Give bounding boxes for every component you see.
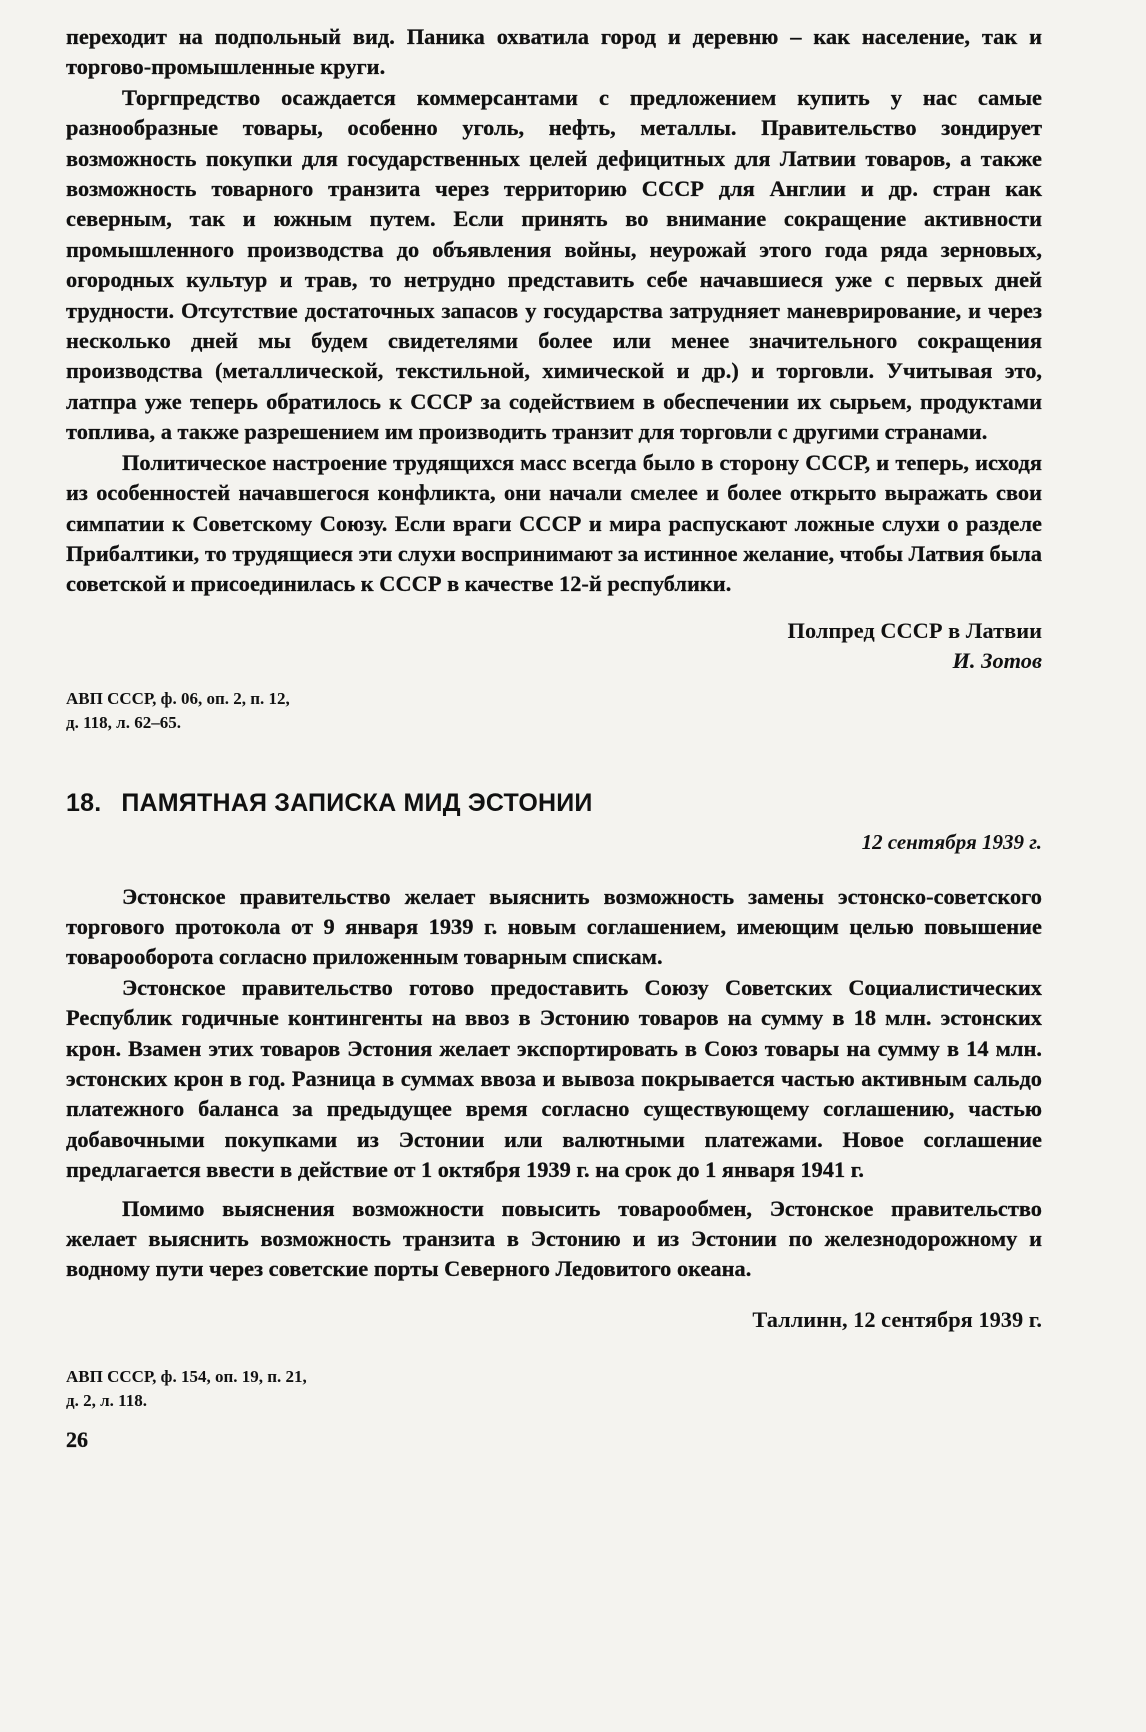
doc17-paragraph-1: переходит на подпольный вид. Паника охватила город и деревню – как население, так и торгово-промышленные круги.	[66, 24, 1042, 80]
source-line-1: АВП СССР, ф. 06, оп. 2, п. 12,	[66, 688, 290, 708]
doc18-heading	[66, 789, 1042, 818]
document-page	[66, 22, 1042, 1453]
doc18-paragraph-2: Эстонское правительство готово предоставить Союзу Советских Социалистических Республик годичные контингенты на ввоз в Эстонию товаров на сумму в 18 млн. эстонских крон. Взамен этих товаров Эстония желает экспортировать в Союз товары на сумму в 14 млн. эстонских крон в год. Разница в суммах ввоза и вывоза покрывается частью активным сальдо платежного баланса за предыдущее время согласно существующему соглашению, частью добавочными покупками из Эстонии или валютными платежами. Новое соглашение предлагается ввести в действие от 1 октября 1939 г. на срок до 1 января 1941 г.	[66, 974, 1042, 1183]
signature-title: Полпред СССР в Латвии	[787, 617, 1042, 643]
doc17-signature	[66, 616, 1042, 677]
doc18-paragraph-3: Помимо выяснения возможности повысить товарообмен, Эстонское правительство желает выяснить возможность транзита в Эстонию и из Эстонии по железнодорожному и водному пути через советские порты Северного Ледовитого океана.	[66, 1195, 1042, 1282]
doc18-place-date: Таллинн, 12 сентября 1939 г.	[752, 1306, 1042, 1332]
doc18-paragraph-1: Эстонское правительство желает выяснить возможность замены эстонско-советского торгового протокола от 9 января 1939 г. новым соглашением, имеющим целью повышение товарооборота согласно приложенным товарным спискам.	[66, 883, 1042, 970]
source-line-2: д. 118, л. 62–65.	[66, 712, 181, 732]
doc18-text	[66, 882, 1042, 1285]
signature-name: И. Зотов	[952, 648, 1042, 674]
doc17-paragraph-2: Торгпредство осаждается коммерсантами с предложением купить у нас самые разнообразные товары, особенно уголь, нефть, металлы. Правительство зондирует возможность покупки для государственных целей дефицитных для Латвии товаров, а также возможность товарного транзита через территорию СССР для Англии и др. стран как северным, так и южным путем. Если принять во внимание сокращение активности промышленного производства до объявления войны, неурожай этого года ряда зерновых, огородных культур и трав, то нетрудно представить себе начавшиеся уже с первых дней трудности. Отсутствие достаточных запасов у государства затрудняет маневрирование, и через несколько дней мы будем свидетелями более или менее значительного сокращения производства (металлической, текстильной, химической и др.) и торговли. Учитывая это, латпра уже теперь обратилось к СССР за содействием в обеспечении их сырьем, продуктами топлива, а также разрешением им производить транзит для торговли с другими странами.	[66, 84, 1042, 445]
doc17-paragraph-3: Политическое настроение трудящихся масс всегда было в сторону СССР, и теперь, исходя из особенностей начавшегося конфликта, они начали смелее и более открыто выражать свои симпатии к Советскому Союзу. Если враги СССР и мира распускают ложные слухи о разделе Прибалтики, то трудящиеся эти слухи воспринимают за истинное желание, чтобы Латвия была советской и присоединилась к СССР в качестве 12-й республики.	[66, 449, 1042, 597]
doc17-archive-source	[66, 687, 1042, 735]
doc18-date: 12 сентября 1939 г.	[861, 829, 1042, 854]
page-number: 26	[66, 1427, 88, 1453]
doc18-number: 18.	[66, 788, 102, 817]
doc18-archive-source	[66, 1365, 1042, 1413]
source-line-1: АВП СССР, ф. 154, оп. 19, п. 21,	[66, 1367, 307, 1387]
doc17-text	[66, 22, 1042, 600]
source-line-2: д. 2, л. 118.	[66, 1391, 147, 1411]
doc18-title: ПАМЯТНАЯ ЗАПИСКА МИД ЭСТОНИИ	[121, 788, 593, 817]
